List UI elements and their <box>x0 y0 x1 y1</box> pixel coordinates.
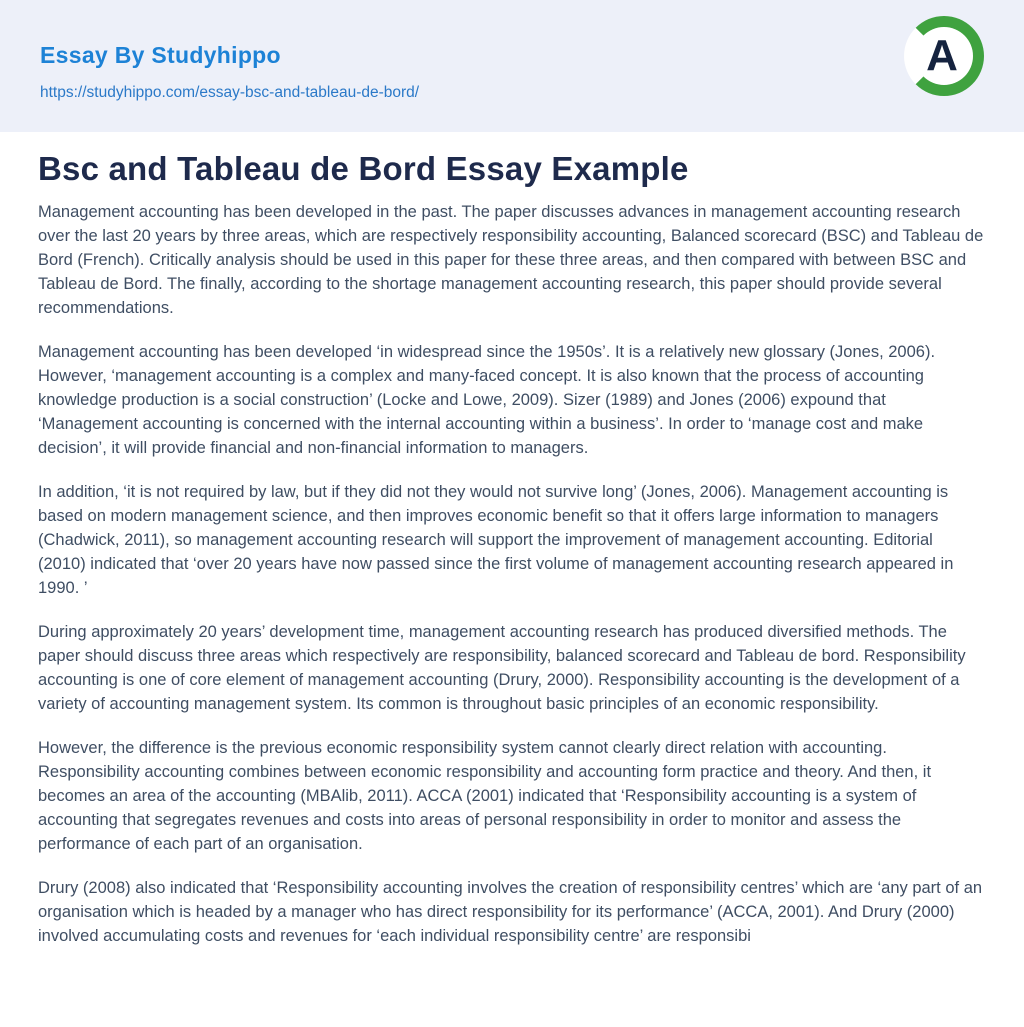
page-title: Bsc and Tableau de Bord Essay Example <box>38 150 689 187</box>
essay-paragraph: Management accounting has been developed ‘in widespread since the 1950s’. It is a relatively new glossary (Jones, 2006). However, ‘management accounting is a complex and many-faced concept. It is also known that the process of accounting knowledge production is a social construction’ (Locke and Lowe, 2009). Sizer (1989) and Jones (2006) expound that ‘Management accounting is concerned with the internal accounting within a business’. In order to ‘manage cost and make decision’, it will provide financial and non-financial information to managers. <box>38 343 936 457</box>
essay-url-link[interactable]: https://studyhippo.com/essay-bsc-and-tableau-de-bord/ <box>40 84 420 101</box>
essay-paragraph: Drury (2008) also indicated that ‘Responsibility accounting involves the creation of responsibility centres’ which are ‘any part of an organisation which is headed by a manager who has direct responsibility for its performance’ (ACCA, 2001). And Drury (2000) involved accumulating costs and revenues for ‘each individual responsibility centre’ are responsibi <box>38 879 983 945</box>
studyhippo-logo-icon <box>904 16 984 96</box>
logo-letter: A <box>926 31 958 80</box>
page-header <box>0 0 1024 132</box>
essay-paragraph: Management accounting has been developed in the past. The paper discusses advances in management accounting research over the last 20 years by three areas, which are respectively responsibility accounting, Balanced scorecard (BSC) and Tableau de Bord (French). Critically analysis should be used in this paper for these three areas, and then compared with between BSC and Tableau de Bord. The finally, according to the shortage management accounting research, this paper should provide several recommendations. <box>38 203 984 317</box>
site-title-link[interactable]: Essay By Studyhippo <box>40 42 281 68</box>
essay-paragraph: However, the difference is the previous economic responsibility system cannot clearly direct relation with accounting. Responsibility accounting combines between economic responsibility and accounting form practice and theory. And then, it becomes an area of the accounting (MBAlib, 2011). ACCA (2001) indicated that ‘Responsibility accounting is a system of accounting that segregates revenues and costs into areas of personal responsibility in order to monitor and assess the performance of each part of an organisation. <box>38 739 932 853</box>
essay-content <box>0 132 1024 998</box>
essay-paragraph: In addition, ‘it is not required by law, but if they did not they would not survive long’ (Jones, 2006). Management accounting is based on modern management science, and then improves economic benefit so that it offers large information to managers (Chadwick, 2011), so management accounting research will support the improvement of management accounting. Editorial (2010) indicated that ‘over 20 years have now passed since the first volume of management accounting research appeared in 1990. ’ <box>38 483 954 597</box>
essay-paragraph: During approximately 20 years’ development time, management accounting research has produced diversified methods. The paper should discuss three areas which respectively are responsibility, balanced scorecard and Tableau de bord. Responsibility accounting is one of core element of management accounting (Drury, 2000). Responsibility accounting is the development of a variety of accounting management system. Its common is throughout basic principles of an economic responsibility. <box>38 623 966 713</box>
